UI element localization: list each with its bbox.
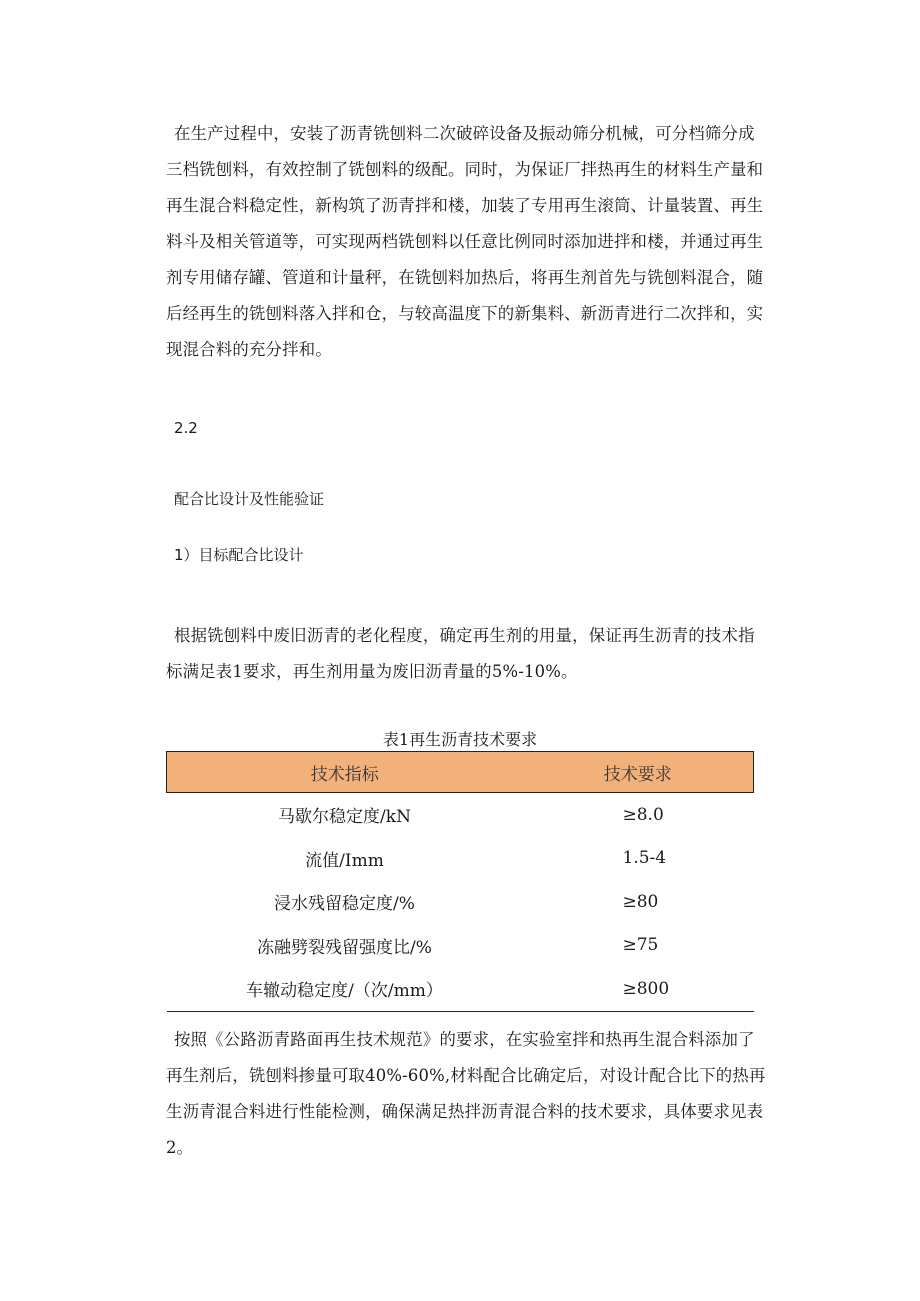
cell-requirement: ≥800 (523, 967, 754, 1011)
paragraph-production-process: 在生产过程中，安装了沥青铣刨料二次破碎设备及振动筛分机械，可分档筛分成三档铣刨料，有效控制了铣刨料的级配。同时，为保证厂拌热再生的材料生产量和再生混合料稳定性，新构筑了沥青拌和楼，加装了专用再生滚筒、计量装置、再生料斗及相关管道等，可实现两档铣刨料以任意比例同时添加进拌和楼，并通过再生剂专用储存罐、管道和计量秤，在铣刨料加热后，将再生剂首先与铣刨料混合，随后经再生的铣刨料落入拌和仓，与较高温度下的新集料、新沥青进行二次拌和，实现混合料的充分拌和。 (166, 124, 764, 359)
table-row (167, 924, 754, 968)
paragraph-rejuvenator-dosage: 根据铣刨料中废旧沥青的老化程度，确定再生剂的用量，保证再生沥青的技术指标满足表1要求，再生剂用量为废旧沥青量的5%-10%。 (166, 626, 755, 681)
table-row (167, 967, 754, 1011)
table-row (167, 837, 754, 881)
cell-indicator: 车辙动稳定度/（次/mm） (167, 967, 523, 1011)
cell-requirement: ≥75 (622, 935, 659, 956)
cell-requirement: ≥8.0 (622, 804, 664, 825)
table-row (167, 793, 754, 837)
subsection-title: 1）目标配合比设计 (174, 546, 304, 564)
cell-indicator: 流值/Imm (305, 850, 384, 871)
section-number: 2.2 (174, 419, 198, 437)
header-requirement: 技术要求 (523, 752, 754, 793)
header-indicator: 技术指标 (167, 752, 523, 793)
table-caption: 表1再生沥青技术要求 (382, 730, 538, 749)
cell-requirement: ≥80 (622, 891, 659, 912)
table-header-row (167, 752, 754, 793)
cell-indicator: 冻融劈裂残留强度比/% (257, 937, 432, 958)
cell-requirement: 1.5-4 (622, 848, 667, 869)
table-row (167, 880, 754, 924)
asphalt-requirements-table (166, 751, 754, 1012)
cell-indicator: 浸水残留稳定度/% (274, 894, 415, 915)
section-title: 配合比设计及性能验证 (174, 490, 325, 508)
cell-indicator: 马歇尔稳定度/kN (278, 807, 411, 828)
paragraph-mix-design-spec: 按照《公路沥青路面再生技术规范》的要求，在实验室拌和热再生混合料添加了再生剂后，铣刨料掺量可取40%-60%,材料配合比确定后，对设计配合比下的热再生沥青混合料进行性能检测，确保满足热拌沥青混合料的技术要求，具体要求见表2。 (166, 1030, 766, 1157)
